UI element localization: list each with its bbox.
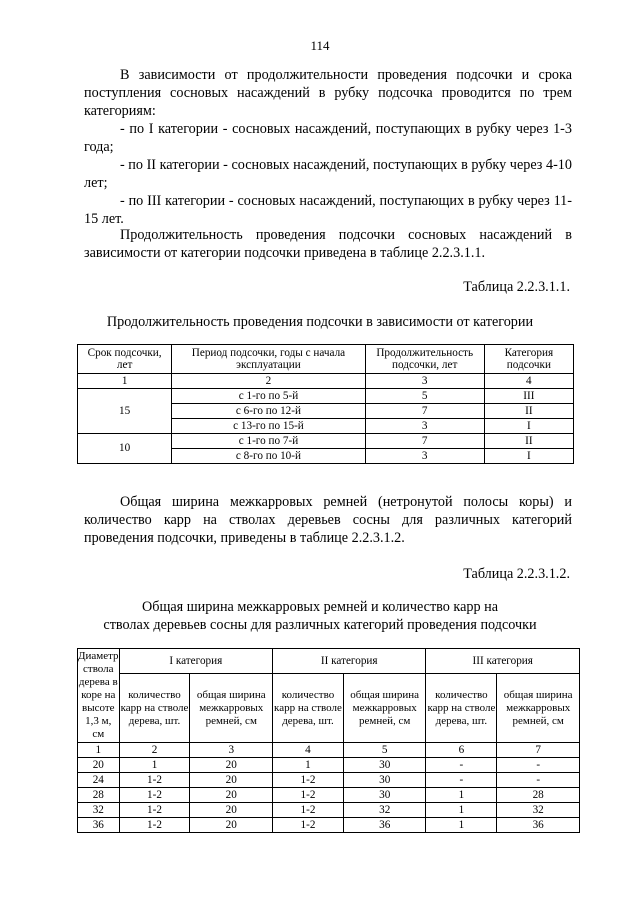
header-category: Категория подсочки [484, 345, 573, 374]
column-number: 6 [426, 743, 497, 758]
table-number-row [78, 374, 574, 389]
header-duration: Продолжительность подсочки, лет [365, 345, 484, 374]
category-cell: III [484, 389, 573, 404]
page-number: 114 [310, 38, 330, 53]
table-cell: - [497, 773, 580, 788]
header-period: Период подсочки, годы с начала эксплуатации [172, 345, 365, 374]
category-cell: II [484, 434, 573, 449]
strip-width-table [77, 648, 580, 833]
table-header-row [78, 345, 574, 374]
table-cell: 1-2 [119, 818, 190, 833]
table-row [78, 758, 580, 773]
table-number-row [78, 743, 580, 758]
header-term: Срок подсочки, лет [78, 345, 172, 374]
table-cell: 1 [426, 818, 497, 833]
table-row [78, 788, 580, 803]
table-cell: 1-2 [119, 803, 190, 818]
period-cell: с 1-го по 7-й [172, 434, 365, 449]
table-cell: 32 [497, 803, 580, 818]
table-cell: 1-2 [273, 818, 344, 833]
duration-table [77, 344, 574, 464]
column-number: 3 [190, 743, 273, 758]
table-cell: 28 [78, 788, 120, 803]
table-cell: 20 [78, 758, 120, 773]
period-cell: с 6-го по 12-й [172, 404, 365, 419]
column-number: 1 [78, 374, 172, 389]
duration-cell: 3 [365, 449, 484, 464]
table-row [78, 818, 580, 833]
period-cell: с 13-го по 15-й [172, 419, 365, 434]
table-cell: 36 [343, 818, 426, 833]
paragraph-category-2: - по II категории - сосновых насаждений, поступающих в рубку через 4-10 лет; [84, 157, 572, 191]
table-cell: 30 [343, 788, 426, 803]
column-number: 2 [172, 374, 365, 389]
table-cell: 20 [190, 803, 273, 818]
table-cell: 1-2 [119, 788, 190, 803]
table1-label: Таблица 2.2.3.1.1. [463, 279, 570, 295]
table-cell: 32 [343, 803, 426, 818]
header-category-3: III категория [426, 649, 580, 674]
header-count: количество карр на стволе дерева, шт. [119, 674, 190, 743]
column-number: 4 [273, 743, 344, 758]
column-number: 5 [343, 743, 426, 758]
header-width: общая ширина межкарровых ремней, см [190, 674, 273, 743]
table-row [78, 803, 580, 818]
header-width: общая ширина межкарровых ремней, см [343, 674, 426, 743]
table-cell: 1 [273, 758, 344, 773]
column-number: 2 [119, 743, 190, 758]
duration-cell: 3 [365, 419, 484, 434]
table-subheader-row [78, 674, 580, 743]
table-cell: 1 [119, 758, 190, 773]
column-number: 3 [365, 374, 484, 389]
table-cell: 20 [190, 773, 273, 788]
table-cell: 36 [78, 818, 120, 833]
header-width: общая ширина межкарровых ремней, см [497, 674, 580, 743]
duration-cell: 5 [365, 389, 484, 404]
category-cell: II [484, 404, 573, 419]
period-cell: с 8-го по 10-й [172, 449, 365, 464]
table-cell: 1 [426, 788, 497, 803]
header-count: количество карр на стволе дерева, шт. [273, 674, 344, 743]
table-row [78, 389, 574, 404]
table-cell: 1 [426, 803, 497, 818]
paragraph-intro: В зависимости от продолжительности проведения подсочки и срока поступления сосновых насаждений в рубку подсочка проводится по трем категориям: [84, 67, 572, 119]
table-cell: 1-2 [273, 773, 344, 788]
paragraph-table1-intro: Продолжительность проведения подсочки сосновых насаждений в зависимости от категории подсочки приведена в таблице 2.2.3.1.1. [84, 227, 572, 261]
paragraph-category-3: - по III категории - сосновых насаждений, поступающих в рубку через 11-15 лет. [84, 193, 572, 227]
column-number: 4 [484, 374, 573, 389]
duration-cell: 7 [365, 434, 484, 449]
header-count: количество карр на стволе дерева, шт. [426, 674, 497, 743]
table-header-row [78, 649, 580, 674]
table2-caption-line1: Общая ширина межкарровых ремней и количество карр на [141, 599, 499, 615]
table-row [78, 773, 580, 788]
table-cell: 1-2 [119, 773, 190, 788]
table-cell: - [497, 758, 580, 773]
paragraph-table2-intro: Общая ширина межкарровых ремней (нетронутой полосы коры) и количество карр на стволах деревьев сосны для различных категорий проведения подсочки, приведены в таблице 2.2.3.1.2. [84, 494, 572, 546]
header-category-2: II категория [273, 649, 426, 674]
table-cell: 1-2 [273, 803, 344, 818]
table-cell: 20 [190, 758, 273, 773]
table2-caption [60, 598, 580, 634]
table-cell: 20 [190, 788, 273, 803]
column-number: 1 [78, 743, 120, 758]
table-cell: 28 [497, 788, 580, 803]
column-number: 7 [497, 743, 580, 758]
term-cell: 15 [78, 389, 172, 434]
table-cell: 1-2 [273, 788, 344, 803]
term-cell: 10 [78, 434, 172, 464]
table-cell: - [426, 773, 497, 788]
table-cell: 20 [190, 818, 273, 833]
table1-caption: Продолжительность проведения подсочки в зависимости от категории [106, 314, 534, 330]
table-cell: 36 [497, 818, 580, 833]
header-diameter: Диаметр ствола дерева в коре на высоте 1,3 м, см [78, 649, 120, 743]
paragraph-category-1: - по I категории - сосновых насаждений, поступающих в рубку через 1-3 года; [84, 121, 572, 155]
table-cell: 30 [343, 758, 426, 773]
category-cell: I [484, 419, 573, 434]
duration-cell: 7 [365, 404, 484, 419]
table-cell: 30 [343, 773, 426, 788]
table2-caption-line2: стволах деревьев сосны для различных категорий проведения подсочки [103, 617, 537, 633]
header-category-1: I категория [119, 649, 272, 674]
category-cell: I [484, 449, 573, 464]
table-cell: - [426, 758, 497, 773]
table2-label: Таблица 2.2.3.1.2. [463, 566, 570, 582]
period-cell: с 1-го по 5-й [172, 389, 365, 404]
table-cell: 24 [78, 773, 120, 788]
table-cell: 32 [78, 803, 120, 818]
table-row [78, 434, 574, 449]
